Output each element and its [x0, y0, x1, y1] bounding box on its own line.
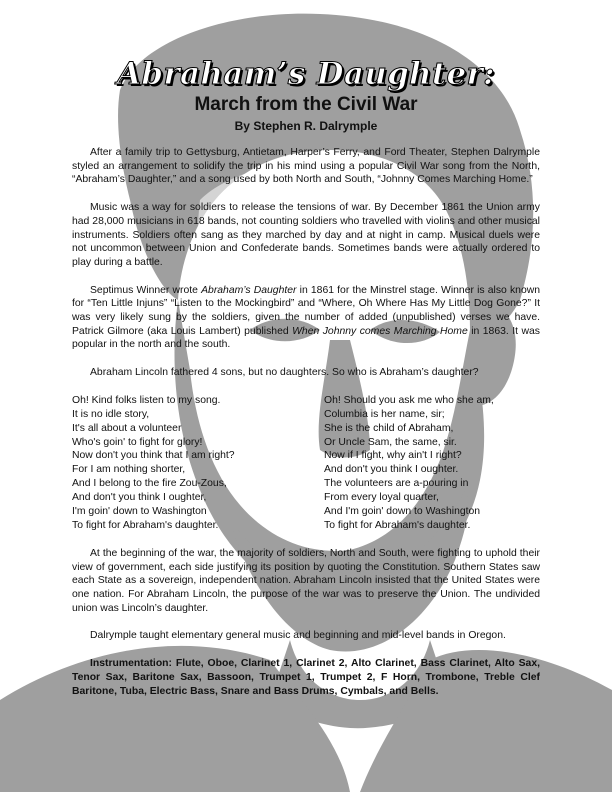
article	[72, 56, 540, 698]
lyric-line: It is no idle story,	[72, 408, 150, 420]
paragraph-question: Abraham Lincoln fathered 4 sons, but no daughters. So who is Abraham’s daughter?	[90, 367, 479, 379]
paragraph-instrumentation: Instrumentation: Flute, Oboe, Clarinet 1, Clarinet 2, Alto Clarinet, Bass Clarinet, Alto Sax, Tenor Sax, Baritone Sax, Bassoon, Trumpet 1, Trumpet 2, F Horn, Trombone, Treble Clef Baritone, Tuba, Electric Bass, Snare and Bass Drums, Cymbals, and Bells.	[72, 658, 540, 697]
text-run: Septimus Winner wrote	[90, 284, 202, 296]
lyric-line: For I am nothing shorter,	[72, 464, 186, 476]
subtitle: March from the Civil War	[194, 94, 418, 115]
lyric-line: Oh! Kind folks listen to my song.	[72, 394, 221, 406]
paragraph-winner	[72, 284, 540, 353]
page-title: Abraham’s Daughter:	[117, 56, 495, 92]
text-run: in 1863. It was popular in the north and the south.	[72, 325, 540, 351]
lyric-line: And don't you think I oughter,	[72, 492, 207, 504]
song-title-abrahams-daughter: Abraham’s Daughter	[201, 284, 297, 296]
lyric-line: And I belong to the fire Zou-Zous,	[72, 478, 227, 490]
lyrics-verse-right	[324, 394, 540, 533]
lyric-line: Or Uncle Sam, the same, sir.	[324, 436, 457, 448]
byline: By Stephen R. Dalrymple	[234, 119, 378, 133]
song-title-johnny: When Johnny comes Marching Home	[292, 325, 468, 337]
paragraph-union: At the beginning of the war, the majority of soldiers, North and South, were fighting to uphold their view of government, each side justifying its position by quoting the Constitution. Southern States saw each State as a sovereign, independent nation. Abraham Lincoln insisted that the United States were one nation. For Abraham Lincoln, the purpose of the war was to preserve the Union. The undivided union was Lincoln’s daughter.	[72, 547, 540, 614]
lyric-line: She is the child of Abraham,	[324, 422, 454, 434]
lyric-line: And don't you think I oughter.	[324, 464, 459, 476]
lyric-line: Now if I fight, why ain't I right?	[324, 450, 462, 462]
paragraph-music: Music was a way for soldiers to release the tensions of war. By December 1861 the Union army had 28,000 musicians in 618 bands, not counting soldiers who travelled with violins and other musical instruments. Soldiers often sang as they marched by day and at night in camp. Musical duels were not uncommon between Union and Confederate bands. Sometimes bands were actually ordered to play during a battle.	[72, 202, 540, 268]
lyrics-verse-left	[72, 394, 324, 533]
lyric-line: And I'm goin' down to Washington	[324, 506, 481, 518]
lyric-line: It's all about a volunteer	[72, 422, 182, 434]
lyric-line: To fight for Abraham's daughter.	[72, 520, 219, 531]
lyric-line: Columbia is her name, sir;	[324, 408, 445, 420]
lyric-line: I'm goin' down to Washington	[72, 506, 207, 518]
lyric-line: From every loyal quarter,	[324, 492, 439, 504]
lyric-line: Now don't you think that I am right?	[72, 450, 235, 462]
lyric-line: Oh! Should you ask me who she am,	[324, 394, 494, 406]
lyric-line: The volunteers are a-pouring in	[324, 478, 469, 490]
lyrics	[72, 394, 540, 533]
lyric-line: To fight for Abraham's daughter.	[324, 520, 471, 531]
paragraph-trip: After a family trip to Gettysburg, Antietam, Harper’s Ferry, and Ford Theater, Stephen Dalrymple styled an arrangement to solidify the trip in his mind using a popular Civil War song from the North, “Abraham’s Daughter,” and a song used by both North and South, “Johnny Comes Marching Home.”	[72, 147, 540, 186]
lyric-line: Who's goin' to fight for glory!	[72, 436, 203, 448]
paragraph-dalrymple: Dalrymple taught elementary general music and beginning and mid-level bands in Oregon.	[90, 630, 506, 642]
text-run: in 1861 for the Minstrel stage. Winner is also known for “Ten Little Injuns” “Listen to the Mockingbird” and “Where, Oh Where Has My Little Dog Gone?” It was very likely sung by the soldiers, given the number of added (unpublished) verses we have. Patrick Gilmore (aka Louis Lambert) published	[72, 284, 541, 337]
